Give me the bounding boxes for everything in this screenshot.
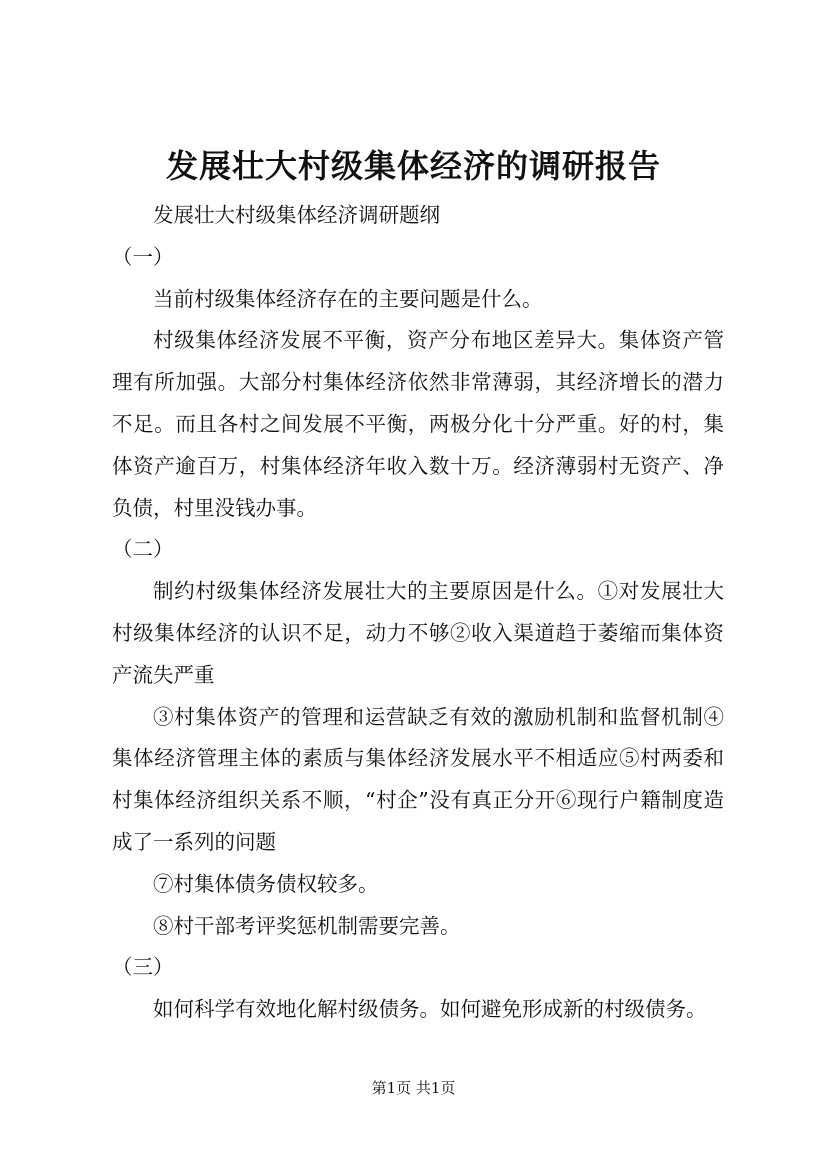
section-marker-1: （一） [112,244,174,269]
answer-1: 村级集体经济发展不平衡，资产分布地区差异大。集体资产管理有所加强。大部分村集体经济依然非常薄弱，其经济增长的潜力不足。而且各村之间发展不平衡，两极分化十分严重。好的村，集体资产逾百万，村集体经济年收入数十万。经济薄弱村无资产、净负债，村里没钱办事。 [112,328,724,520]
document-title: 发展壮大村级集体经济的调研报告 [165,147,661,185]
answer-2-point-8: ⑧村干部考评奖惩机制需要完善。 [153,913,461,938]
page-number-footer: 第1页 共1页 [371,1079,456,1097]
outline-heading: 发展壮大村级集体经济调研题纲 [153,203,440,227]
section-marker-2: （二） [112,537,174,562]
question-2: 制约村级集体经济发展壮大的主要原因是什么。①对发展壮大村级集体经济的认识不足，动力不够②收入渠道趋于萎缩而集体资产流失严重 [112,579,724,687]
section-marker-3: （三） [112,955,174,980]
document-body [112,195,724,1031]
answer-2-point-7: ⑦村集体债务债权较多。 [153,871,379,896]
answer-2-points: ③村集体资产的管理和运营缺乏有效的激励机制和监督机制④集体经济管理主体的素质与集体经济发展水平不相适应⑤村两委和村集体经济组织关系不顺，“村企”没有真正分开⑥现行户籍制度造成了一系列的问题 [112,704,724,854]
question-1: 当前村级集体经济存在的主要问题是什么。 [153,286,543,311]
question-3: 如何科学有效地化解村级债务。如何避免形成新的村级债务。 [153,997,707,1022]
